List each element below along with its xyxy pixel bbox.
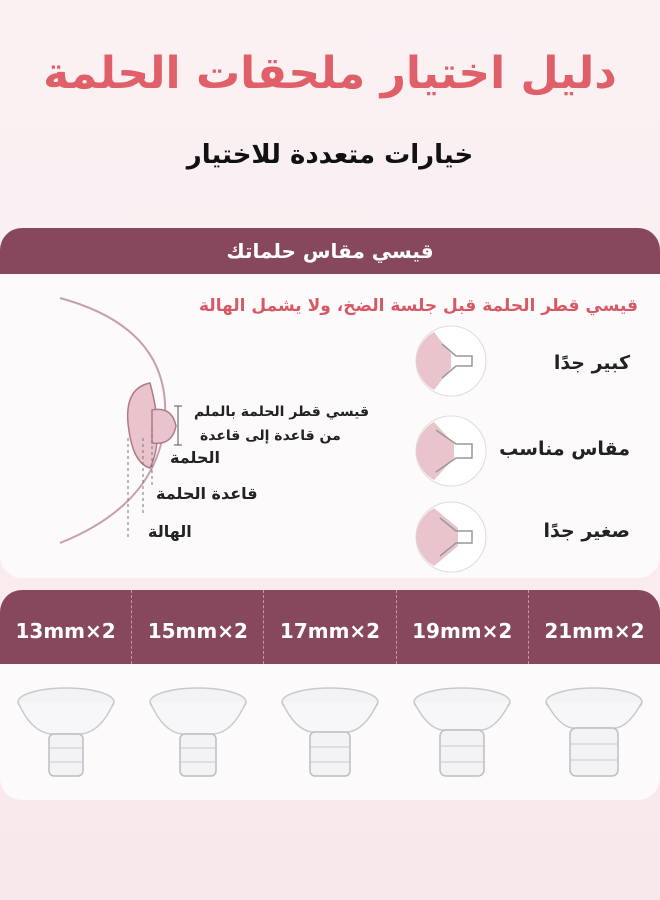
flange-insert-icon (539, 672, 649, 792)
flange-19 (396, 664, 528, 800)
flange-images (0, 664, 660, 800)
flange-15 (132, 664, 264, 800)
flange-insert-icon (407, 672, 517, 792)
fit-good-label: مقاس مناسب (499, 438, 630, 460)
page-subtitle: خيارات متعددة للاختيار (186, 140, 474, 170)
flange-good-fit-icon (414, 414, 488, 488)
fit-too-large-label: كبير جدًا (553, 352, 630, 374)
flange-insert-icon (11, 672, 121, 792)
measure-guide-card (0, 228, 660, 578)
fit-too-small-label: صغير جدًا (543, 520, 630, 542)
areola-label: الهالة (148, 522, 192, 541)
page-title: دليل اختيار ملحقات الحلمة (43, 48, 617, 99)
flange-13 (0, 664, 132, 800)
guide-header: قيسي مقاس حلماتك (0, 228, 660, 274)
nipple-label: الحلمة (170, 448, 220, 467)
nipple-base-label: قاعدة الحلمة (156, 484, 258, 503)
flange-sizes-card (0, 590, 660, 800)
size-label-17: 17mm×2 (263, 590, 395, 664)
flange-too-small-icon (414, 500, 488, 574)
sizes-header (0, 590, 660, 664)
flange-17 (264, 664, 396, 800)
flange-insert-icon (275, 672, 385, 792)
flange-too-large-icon (414, 324, 488, 398)
measure-label-line2: من قاعدة إلى قاعدة (200, 428, 341, 444)
size-label-15: 15mm×2 (131, 590, 263, 664)
measure-instruction: قيسي قطر الحلمة قبل جلسة الضخ، ولا يشمل الهالة (199, 296, 638, 316)
measure-label-line1: قيسي قطر الحلمة بالملم (194, 404, 370, 420)
size-label-13: 13mm×2 (15, 619, 116, 643)
flange-insert-icon (143, 672, 253, 792)
size-label-21: 21mm×2 (528, 590, 660, 664)
flange-21 (528, 664, 660, 800)
size-label-19: 19mm×2 (396, 590, 528, 664)
breast-diagram-icon (0, 288, 200, 558)
